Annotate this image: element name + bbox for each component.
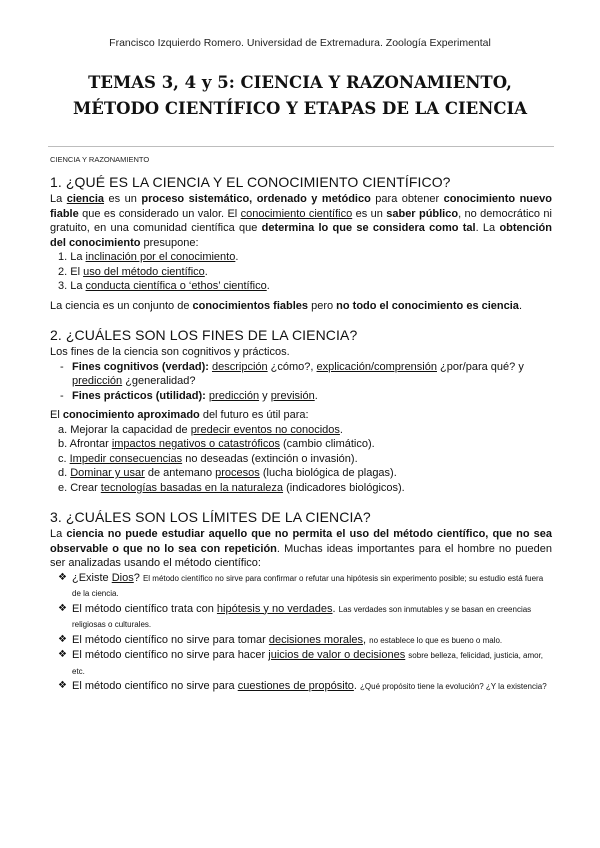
- list-item: ❖ El método científico no sirve para cuestiones de propósito. ¿Qué propósito tiene la evolución? ¿Y la existencia?: [58, 680, 547, 692]
- aims-list: [50, 360, 552, 404]
- section-3: [50, 507, 552, 695]
- page-header: Francisco Izquierdo Romero. Universidad de Extremadura. Zoología Experimental: [109, 37, 491, 49]
- list-item: e. Crear tecnologías basadas en la naturaleza (indicadores biológicos).: [58, 481, 405, 494]
- document-body: [50, 172, 552, 695]
- breadcrumb: CIENCIA Y RAZONAMIENTO: [50, 155, 150, 164]
- diamond-bullet-icon: ❖: [58, 602, 67, 614]
- title-line-2: MÉTODO CIENTÍFICO Y ETAPAS DE LA CIENCIA: [73, 99, 527, 118]
- list-item: ❖ El método científico no sirve para tomar decisiones morales, no establece lo que es bueno o malo.: [58, 633, 503, 646]
- uses-list: [50, 423, 552, 496]
- list-item: ❖ ¿Existe Dios? El método científico no sirve para confirmar o refutar una hipótesis sin experimento posible; su estudio está fuera de la ciencia.: [58, 571, 544, 598]
- diamond-bullet-icon: ❖: [58, 680, 67, 691]
- section-3-heading: 3. ¿CUÁLES SON LOS LÍMITES DE LA CIENCIA?: [50, 509, 371, 525]
- list-item: c. Impedir consecuencias no deseadas (extinción o invasión).: [58, 452, 358, 465]
- list-item: - Fines prácticos (utilidad): predicción y previsión.: [60, 389, 318, 402]
- list-item: - Fines cognitivos (verdad): descripción ¿cómo?, explicación/comprensión ¿por/para qué? y predicción ¿generalidad?: [60, 360, 524, 387]
- diamond-bullet-icon: ❖: [58, 649, 67, 660]
- section-2-intro: Los fines de la ciencia son cognitivos y prácticos.: [50, 346, 290, 358]
- title-divider: [48, 146, 554, 147]
- section-2-heading: 2. ¿CUÁLES SON LOS FINES DE LA CIENCIA?: [50, 327, 358, 343]
- section-1-heading: 1. ¿QUÉ ES LA CIENCIA Y EL CONOCIMIENTO CIENTÍFICO?: [50, 174, 451, 190]
- section-1: [50, 172, 552, 313]
- diamond-bullet-icon: ❖: [58, 633, 67, 645]
- requirements-list: [50, 250, 552, 294]
- page-title: [40, 70, 560, 122]
- section-1-conclusion: La ciencia es un conjunto de conocimientos fiables pero no todo el conocimiento es ciencia.: [50, 299, 522, 312]
- list-item: a. Mejorar la capacidad de predecir eventos no conocidos.: [58, 423, 343, 436]
- list-item: ❖ El método científico no sirve para hacer juicios de valor o decisiones sobre belleza, felicidad, justicia, amor, etc.: [58, 649, 544, 676]
- list-item: d. Dominar y usar de antemano procesos (lucha biológica de plagas).: [58, 467, 397, 479]
- list-item: b. Afrontar impactos negativos o catastróficos (cambio climático).: [58, 438, 375, 450]
- limits-list: [50, 571, 552, 695]
- list-item: 2. El uso del método científico.: [58, 265, 208, 278]
- section-2-paragraph: El conocimiento aproximado del futuro es útil para:: [50, 409, 309, 421]
- list-item: 1. La inclinación por el conocimiento.: [58, 251, 239, 263]
- title-line-1: TEMAS 3, 4 y 5: CIENCIA Y RAZONAMIENTO,: [88, 73, 512, 92]
- section-2: [50, 325, 552, 495]
- section-1-paragraph: La ciencia es un proceso sistemático, ordenado y metódico para obtener conocimiento nuevo fiable que es considerado un valor. El conocimiento científico es un saber público, no democrático ni gratuito, en una comunidad científica que determina lo que se considera como tal. La obtención del conocimiento presupone:: [50, 193, 552, 249]
- list-item: ❖ El método científico trata con hipótesis y no verdades. Las verdades son inmutables y se basan en creencias religiosas o culturales.: [58, 602, 532, 629]
- list-item: 3. La conducta científica o ‘ethos’ científico.: [58, 280, 270, 292]
- diamond-bullet-icon: ❖: [58, 571, 67, 583]
- section-3-paragraph: La ciencia no puede estudiar aquello que no permita el uso del método científico, que no sea observable o que no lo sea con repetición. Muchas ideas importantes para el hombre no pueden ser analizadas usando el método científico:: [50, 528, 552, 569]
